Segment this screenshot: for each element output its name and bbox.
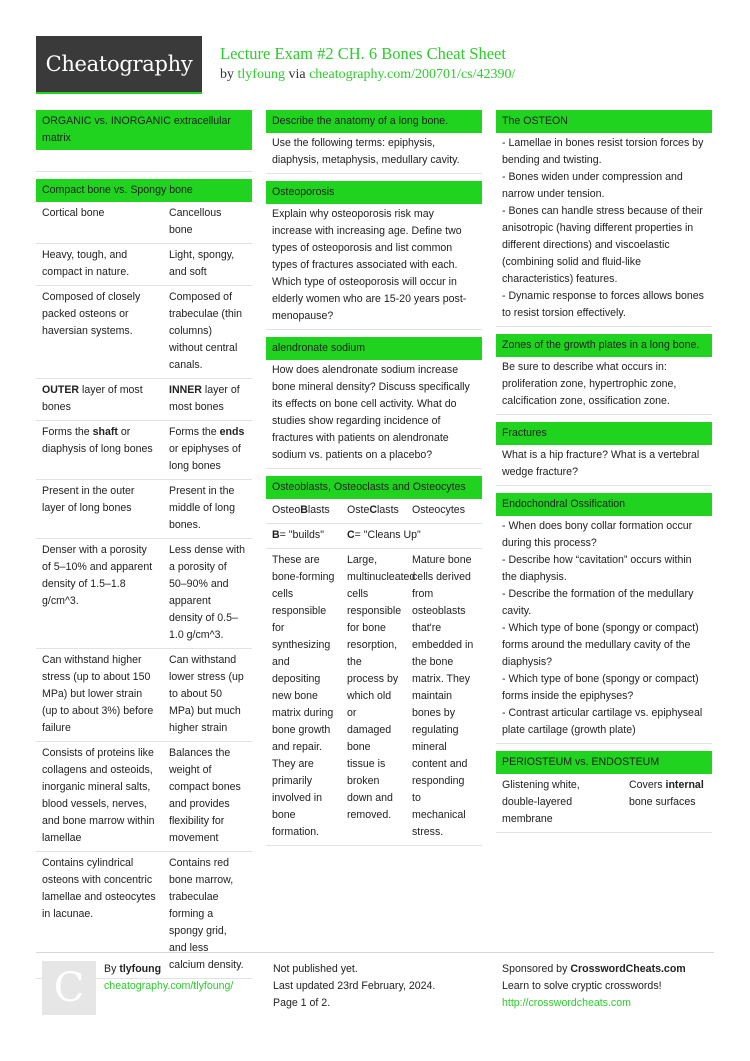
author-link[interactable]: tlyfoung xyxy=(237,67,285,82)
spongy-cell: Cancellous bone xyxy=(169,207,222,236)
list-item: - Which type of bone (spongy or compact) forms around the medullary cavity of the diaphysis? xyxy=(502,622,699,668)
cell-text: lasts xyxy=(307,504,330,516)
zones-block xyxy=(496,334,712,415)
block-body xyxy=(266,204,482,330)
anatomy-block xyxy=(266,110,482,174)
sponsor-line xyxy=(502,961,714,978)
compact-cell: Heavy, tough, and compact in nature. xyxy=(42,249,130,278)
byline xyxy=(220,66,515,83)
cell-text: = "Cleans Up" xyxy=(354,529,421,541)
list-item: - Which type of bone (spongy or compact) forms inside the epiphyses? xyxy=(502,673,699,702)
compact-cell xyxy=(36,424,163,475)
table-row xyxy=(36,286,252,379)
endosteum-cell xyxy=(623,777,712,828)
cell-text: or diaphysis of long bones xyxy=(42,426,153,455)
block-body xyxy=(496,133,712,327)
alendronate-block xyxy=(266,337,482,469)
footer-byline xyxy=(104,961,264,978)
emphasis: shaft xyxy=(92,426,118,438)
last-updated: Last updated 23rd February, 2024. xyxy=(273,980,436,992)
compact-cell: Consists of proteins like collagens and osteoids, inorganic mineral salts, blood vessels, nerves, and bone marrow within lamellae xyxy=(42,747,155,844)
osteoclasts-mnemonic xyxy=(341,527,482,544)
table-row xyxy=(36,421,252,480)
osteon-block xyxy=(496,110,712,327)
block-text: Be sure to describe what occurs in: proliferation zone, hypertrophic zone, calcification zone, ossification zone. xyxy=(502,361,677,407)
table-row xyxy=(36,480,252,539)
cell-text: layer of most bones xyxy=(42,384,143,413)
page-number: Page 1 of 2. xyxy=(273,997,331,1009)
author-avatar[interactable]: C xyxy=(42,961,96,1015)
emphasis: B xyxy=(272,529,280,541)
cell-text: bone surfaces xyxy=(629,796,696,808)
table-row xyxy=(36,379,252,421)
cell-text: = "builds" xyxy=(279,529,324,541)
block-body xyxy=(496,445,712,486)
emphasis: ends xyxy=(219,426,245,438)
cell-text: Forms the xyxy=(169,426,220,438)
footer-author xyxy=(104,961,264,995)
block-text: How does alendronate sodium increase bone mineral density? Discuss specifically its effects on bone cell activity. What do studies show regarding incidence of fractures with patients on alendronate sodium vs. patients on a placebo? xyxy=(272,364,470,461)
periosteum-block xyxy=(496,751,712,833)
block-header: ORGANIC vs. INORGANIC extracellular matrix xyxy=(36,110,252,150)
sponsor-name[interactable]: CrosswordCheats.com xyxy=(570,963,686,975)
endochondral-block xyxy=(496,493,712,744)
block-body xyxy=(496,357,712,415)
list-item: - Contrast articular cartilage vs. epiphyseal plate cartilage (growth plate) xyxy=(502,707,703,736)
compact-spongy-block xyxy=(36,179,252,979)
osteo-cells-block xyxy=(266,476,482,846)
sponsor-prefix: Sponsored by xyxy=(502,963,571,975)
cell-text: or epiphyses of long bones xyxy=(169,443,241,472)
emphasis: INNER xyxy=(169,384,202,396)
compact-cell: Cortical bone xyxy=(42,207,105,219)
compact-cell: Composed of closely packed osteons or haversian systems. xyxy=(42,291,141,337)
footer-author-link[interactable]: cheatography.com/tlyfoung/ xyxy=(104,980,234,992)
osteoblasts-heading xyxy=(266,502,341,519)
table-row xyxy=(496,774,712,833)
table-row xyxy=(266,524,482,549)
table-row xyxy=(36,202,252,244)
byline-via: via xyxy=(284,67,310,82)
block-header: Osteoblasts, Osteoclasts and Osteocytes xyxy=(266,476,482,499)
spongy-cell: Can withstand lower stress (up to about 50 MPa) but much higher strain xyxy=(169,654,244,734)
sponsor-tagline: Learn to solve cryptic crosswords! xyxy=(502,980,662,992)
column-3 xyxy=(496,110,712,840)
footer-author-name[interactable]: tlyfoung xyxy=(119,963,162,975)
cell-text: lasts xyxy=(377,504,399,516)
compact-cell: Present in the outer layer of long bones xyxy=(42,485,135,514)
list-item: - Describe how “cavitation” occurs within the diaphysis. xyxy=(502,554,692,583)
footer-status xyxy=(273,961,493,1012)
block-body xyxy=(496,516,712,744)
sheet-url-link[interactable]: cheatography.com/200701/cs/42390/ xyxy=(309,67,516,82)
osteoclasts-heading xyxy=(341,502,406,519)
block-header: The OSTEON xyxy=(496,110,712,133)
column-1 xyxy=(36,110,252,986)
list-item: - Describe the formation of the medullary cavity. xyxy=(502,588,694,617)
table-row xyxy=(266,499,482,524)
block-header: PERIOSTEUM vs. ENDOSTEUM xyxy=(496,751,712,774)
table-row xyxy=(266,549,482,846)
block-header: Endochondral Ossification xyxy=(496,493,712,516)
block-header: Describe the anatomy of a long bone. xyxy=(266,110,482,133)
osteoporosis-block xyxy=(266,181,482,330)
block-header: Zones of the growth plates in a long bone. xyxy=(496,334,712,357)
footer-by-prefix: By xyxy=(104,963,120,975)
osteocytes-heading: Osteocytes xyxy=(412,504,465,516)
published-status: Not published yet. xyxy=(273,963,358,975)
emphasis: C xyxy=(347,529,355,541)
emphasis: B xyxy=(300,504,308,516)
block-header: Osteoporosis xyxy=(266,181,482,204)
osteoblasts-mnemonic xyxy=(266,527,341,544)
footer-sponsor xyxy=(502,961,714,1012)
list-item: - Lamellae in bones resist torsion forces by bending and twisting. xyxy=(502,137,704,166)
spongy-cell: Balances the weight of compact bones and provides flexibility for movement xyxy=(169,747,241,844)
emphasis: OUTER xyxy=(42,384,80,396)
spongy-cell: Light, spongy, and soft xyxy=(169,249,235,278)
list-item: - Dynamic response to forces allows bones to resist torsion effectively. xyxy=(502,290,704,319)
list-item: - Bones can handle stress because of their anisotropic (having different properties in different directions) and viscoelastic (combining solid and fluid-like characteristics) features. xyxy=(502,205,703,285)
cell-text: Forms the xyxy=(42,426,93,438)
spongy-cell: Present in the middle of long bones. xyxy=(169,485,235,531)
fractures-block xyxy=(496,422,712,486)
table-row xyxy=(36,244,252,286)
periosteum-cell: Glistening white, double-layered membrane xyxy=(502,779,580,825)
block-body xyxy=(266,133,482,174)
compact-cell xyxy=(36,382,163,416)
spongy-cell xyxy=(163,382,252,416)
osteocytes-description: Mature bone cells derived from osteoblasts that're embedded in the bone matrix. They maintain bones by regulating mineral content and responding to mechanical stress. xyxy=(412,554,474,838)
osteoblasts-description: These are bone-forming cells responsible for synthesizing and depositing new bone matrix during bone growth and repair. They are primarily involved in bone formation. xyxy=(272,554,335,838)
column-2 xyxy=(266,110,482,853)
spongy-cell xyxy=(163,424,252,475)
list-item: - Bones widen under compression and narrow under tension. xyxy=(502,171,683,200)
table-row xyxy=(36,539,252,649)
byline-prefix: by xyxy=(220,67,238,82)
cell-text: layer of most bones xyxy=(169,384,240,413)
block-text: Explain why osteoporosis risk may increase with increasing age. Define two types of osteoporosis and list common types of fractures associated with each. Which type of osteoporosis will occur in elderly women who are 15-20 years post-menopause? xyxy=(272,208,467,322)
block-text: Use the following terms: epiphysis, diaphysis, metaphysis, medullary cavity. xyxy=(272,137,460,166)
list-item: - When does bony collar formation occur during this process? xyxy=(502,520,693,549)
compact-cell: Denser with a porosity of 5–10% and apparent density of 1.5–1.8 g/cm^3. xyxy=(42,544,153,607)
emphasis: internal xyxy=(665,779,704,791)
cell-text: Covers xyxy=(629,779,666,791)
osteoclasts-description: Large, multinucleated cells responsible for bone resorption, the process by which old or damaged bone tissue is broken down and removed. xyxy=(347,554,416,821)
empty-row xyxy=(36,150,252,172)
page-title: Lecture Exam #2 CH. 6 Bones Cheat Sheet xyxy=(220,44,506,63)
block-text: What is a hip fracture? What is a vertebral wedge fracture? xyxy=(502,449,700,478)
spongy-cell: Less dense with a porosity of 50–90% and apparent density of 0.5–1.0 g/cm^3. xyxy=(169,544,245,641)
cheatography-logo[interactable]: Cheatography xyxy=(36,36,202,94)
block-header: Compact bone vs. Spongy bone xyxy=(36,179,252,202)
sponsor-link[interactable]: http://crosswordcheats.com xyxy=(502,997,631,1009)
compact-cell: Contains cylindrical osteons with concentric lamellae and osteocytes in lacunae. xyxy=(42,857,156,920)
spongy-cell: Contains red bone marrow, trabeculae forming a spongy grid, and less calcium density. xyxy=(169,857,244,971)
block-header: Fractures xyxy=(496,422,712,445)
organic-block xyxy=(36,110,252,172)
block-header: alendronate sodium xyxy=(266,337,482,360)
block-body xyxy=(266,360,482,469)
compact-cell: Can withstand higher stress (up to about 150 MPa) but lower strain (up to about 3%) before failure xyxy=(42,654,154,734)
page-header xyxy=(36,36,714,94)
cell-text: Osteo xyxy=(272,504,301,516)
spongy-cell: Composed of trabeculae (thin columns) without central canals. xyxy=(169,291,243,371)
emphasis: C xyxy=(369,504,378,516)
table-row xyxy=(36,742,252,852)
cell-text: Oste xyxy=(347,504,370,516)
page-footer xyxy=(36,952,714,1022)
table-row xyxy=(36,649,252,742)
